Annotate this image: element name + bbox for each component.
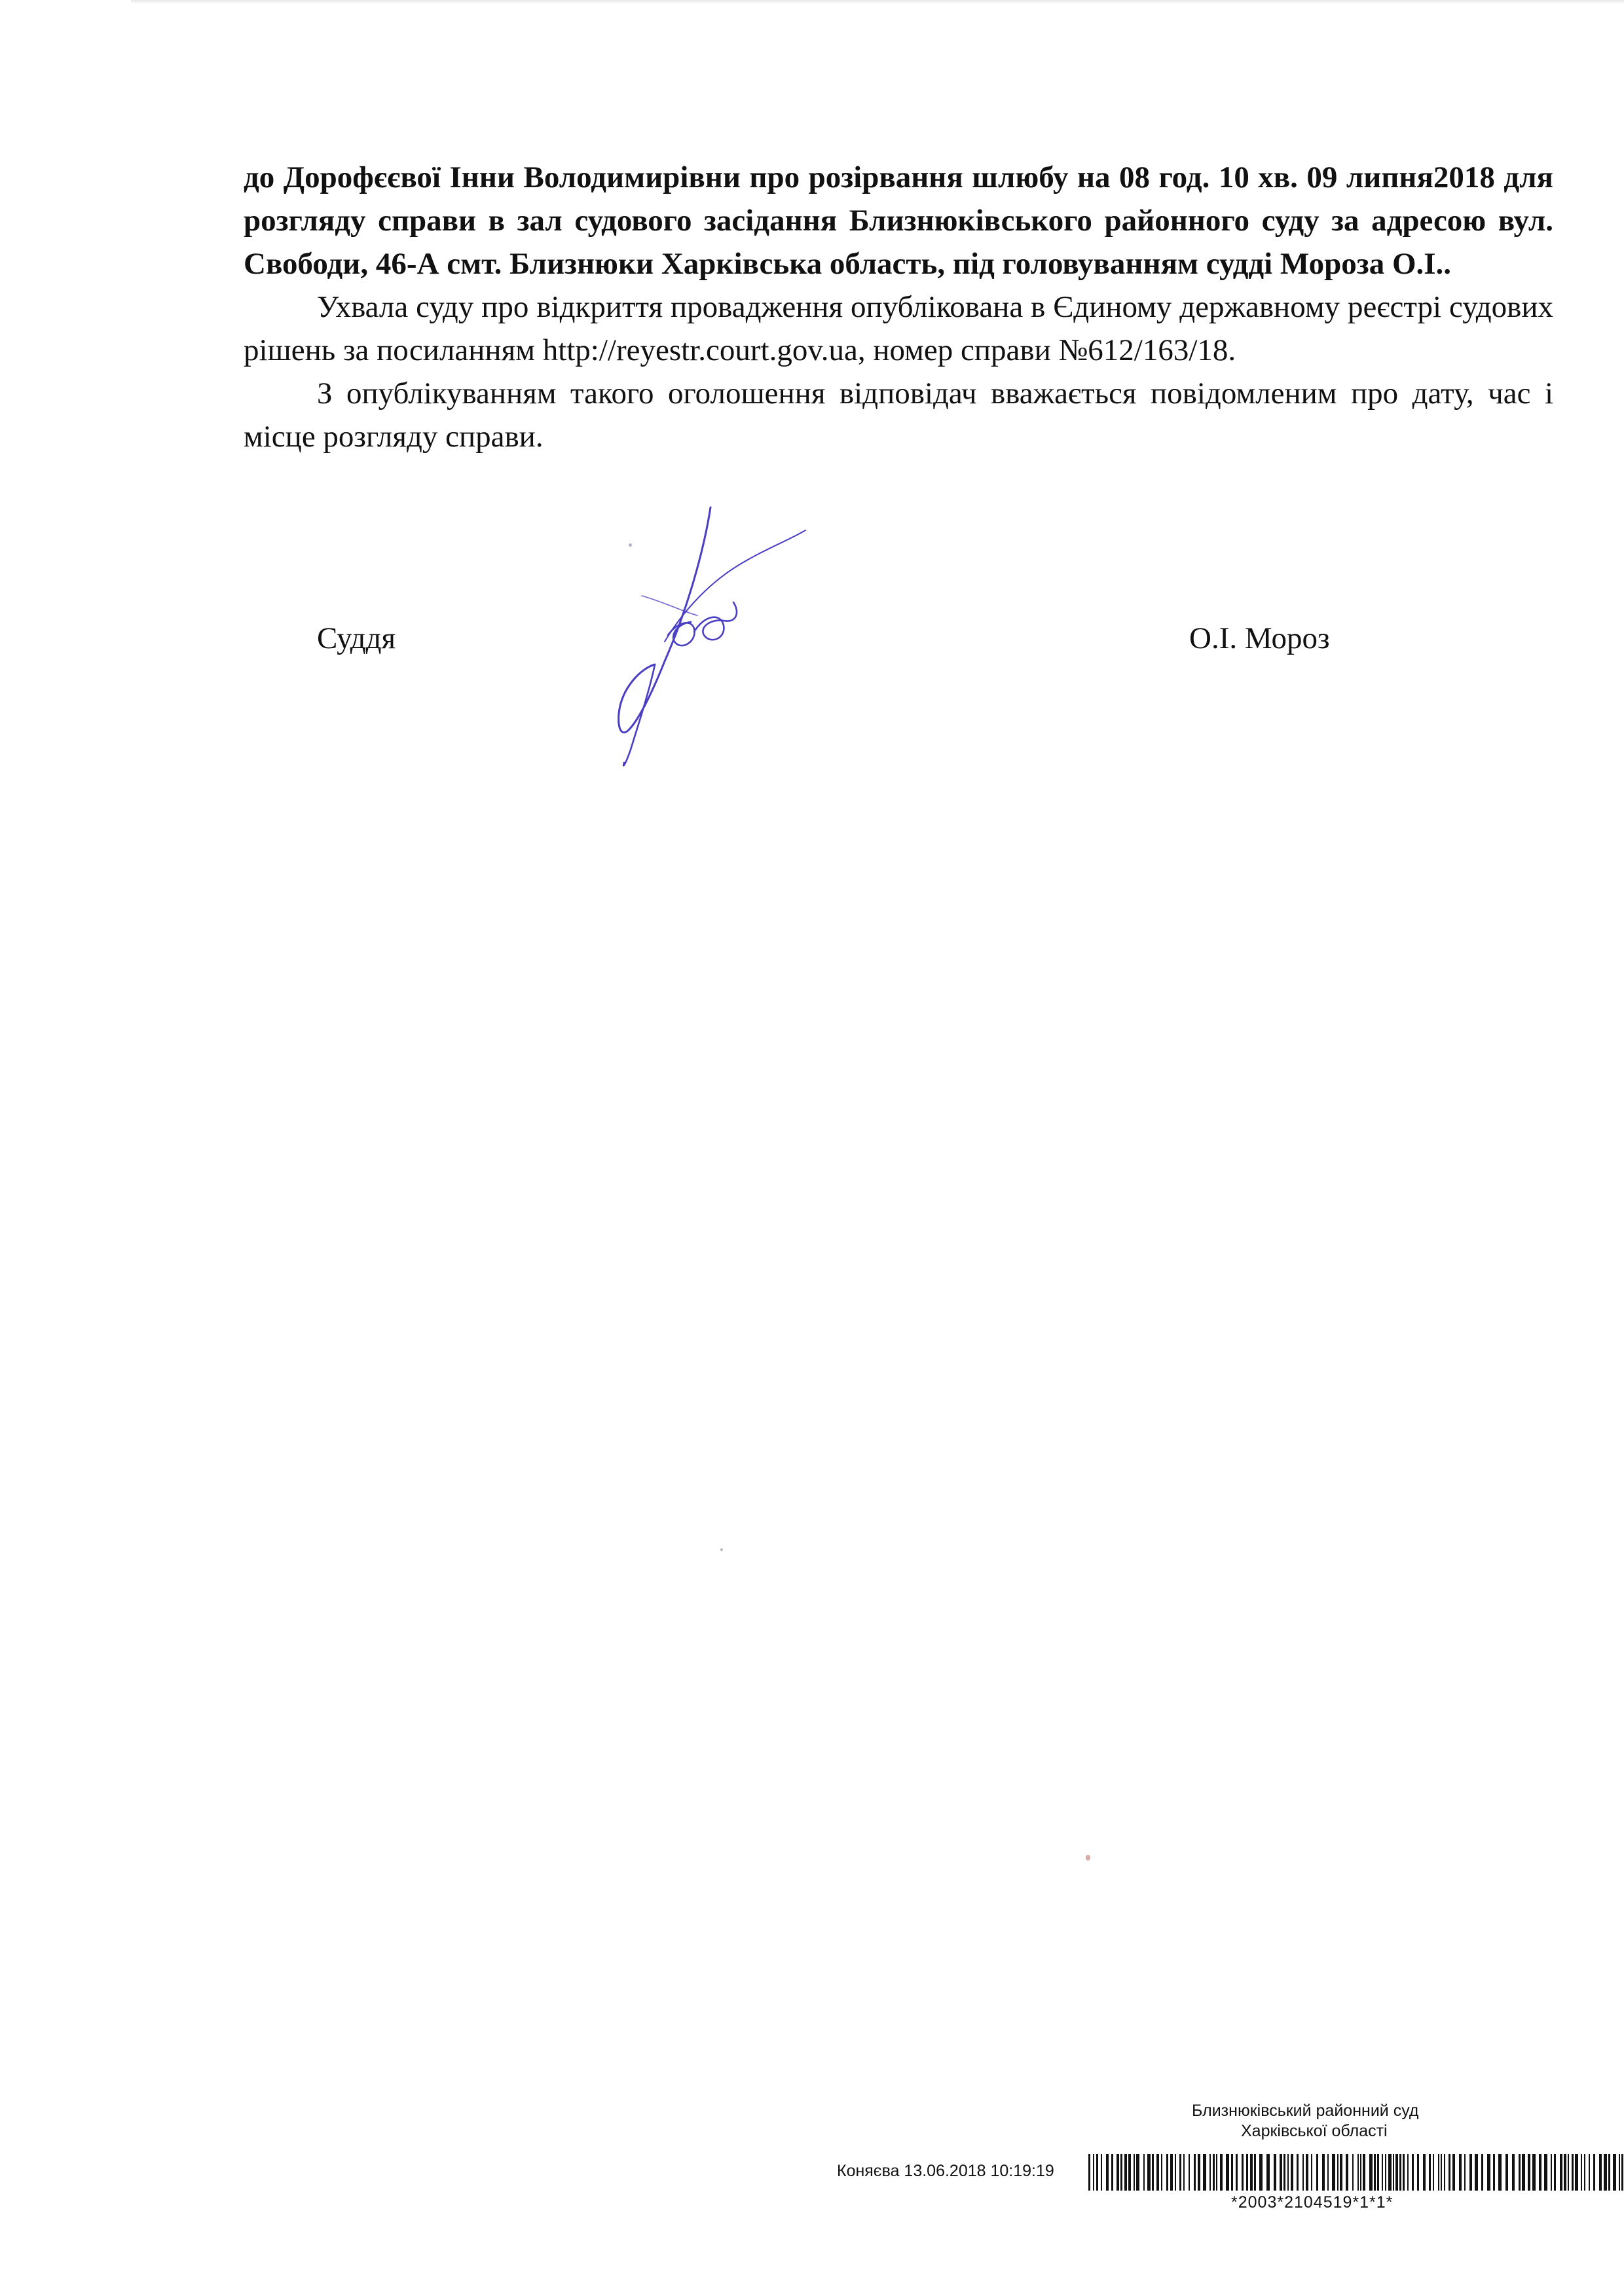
barcode-number: *2003*2104519*1*1* [1231,2193,1393,2212]
scan-speck [1086,1855,1090,1861]
judge-title: Суддя [317,621,396,655]
registration-stamp [825,2102,1572,2213]
scan-speck [720,1548,723,1551]
notice-paragraph-registry: Ухвала суду про відкриття провадження опублікована в Єдиному державному реєстрі судових рішень за посиланням http://reyestr.court.gov.ua, номер справи №612/163/18. [244,290,1553,367]
notice-paragraph-hearing: до Дорофєєвої Інни Володимирівни про розірвання шлюбу на 08 год. 10 хв. 09 липня2018 для розгляду справи в зал судового засідання Близнюківського районного суду за адресою вул. Свободи, 46-А смт. Близнюки Харківська область, під головуванням судді Мороза О.І.. [244,160,1553,281]
judge-name: О.І. Мороз [1189,621,1330,655]
stamp-court-region: Харківської області [1241,2122,1388,2140]
barcode-icon [1088,2154,1624,2191]
document-body [244,156,1553,458]
notice-paragraph-notification: З опублікуванням такого оголошення відповідач вважається повідомленим про дату, час і місце розгляду справи. [244,376,1553,454]
scan-edge-shadow [131,0,1624,4]
scan-speck [629,543,632,547]
handwritten-signature-icon [606,504,822,773]
stamp-court-name: Близнюківський районний суд [1192,2102,1419,2120]
stamp-operator-datetime: Коняєва 13.06.2018 10:19:19 [837,2162,1054,2180]
